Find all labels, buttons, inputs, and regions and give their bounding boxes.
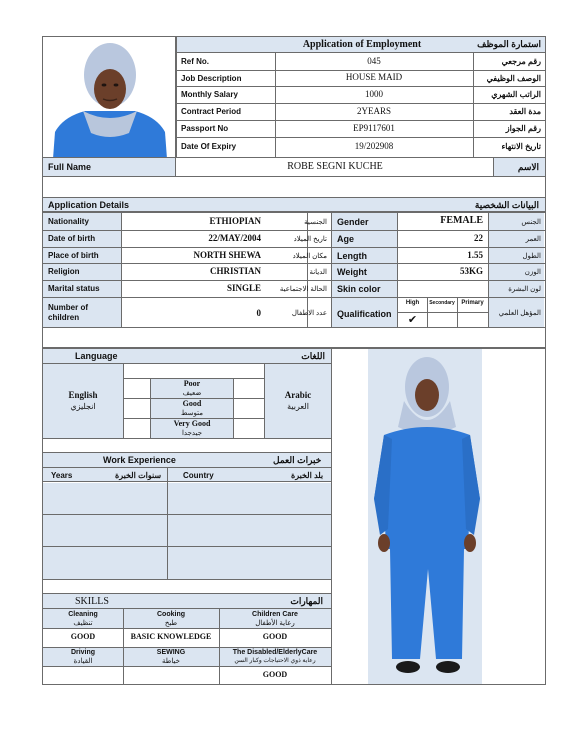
age-label: Age (337, 234, 355, 244)
marital-status-value: SINGLE (226, 283, 261, 293)
skill-elderly-care-label: The Disabled/ElderlyCare (232, 649, 318, 656)
full-body-image (332, 349, 545, 685)
children-label: Number of children (48, 303, 88, 322)
portrait-photo (42, 36, 176, 158)
personal-details-right (332, 212, 546, 328)
skill-children-care-label: Children Care (252, 611, 298, 618)
arabic-label-ar: العربية (287, 402, 309, 411)
skill-sewing-label: SEWING (156, 649, 186, 656)
full-name-label-ar: الاسم (517, 162, 539, 172)
qualification-high-checkbox[interactable]: ✔ (407, 314, 418, 326)
skin-color-label-ar: لون البشرة (508, 286, 541, 293)
monthly-salary-label: Monthly Salary (181, 90, 238, 99)
arabic-label: Arabic (284, 390, 312, 400)
qualification-grid (398, 297, 488, 327)
weight-label-ar: الوزن (524, 269, 541, 276)
passport-no-label-ar: رقم الجواز (505, 124, 541, 133)
level-poor-ar: ضعيف (182, 390, 202, 397)
full-body-photo (332, 348, 546, 685)
job-description-label: Job Description (181, 74, 242, 83)
qualification-label: Qualification (337, 309, 392, 319)
application-details-title: Application Details (48, 200, 130, 210)
level-very-good: Very Good (173, 419, 211, 428)
experience-title-ar: خبرات العمل (273, 455, 322, 465)
full-name-label: Full Name (48, 162, 92, 172)
experience-header (42, 452, 332, 468)
religion-label: Religion (48, 267, 80, 276)
passport-no-value: EP9117601 (353, 123, 395, 133)
qualification-label-ar: المؤهل العلمي (498, 310, 541, 317)
skill-cooking-label: Cooking (157, 611, 185, 618)
blank-row-4 (42, 580, 332, 593)
skills-table (42, 609, 332, 685)
length-label-ar: الطول (522, 253, 541, 260)
skill-cooking-value: BASIC KNOWLEDGE (130, 632, 212, 641)
skill-driving-label-ar: القيادة (73, 658, 93, 665)
marital-status-label-ar: الحالة الاجتماعية (279, 286, 327, 293)
weight-value: 53KG (459, 266, 483, 276)
years-label-ar: سنوات الخبرة (115, 471, 162, 480)
contract-period-value: 2YEARS (356, 106, 391, 116)
skills-title: SKILLS (75, 596, 109, 607)
contract-period-label: Contract Period (181, 107, 242, 116)
language-header (42, 348, 332, 364)
date-of-birth-value: 22/MAY/2004 (208, 233, 261, 243)
ref-no-value: 045 (367, 56, 381, 66)
application-details-title-ar: البيانات الشخصية (474, 200, 539, 210)
monthly-salary-label-ar: الراتب الشهري (491, 90, 541, 99)
experience-title: Work Experience (103, 455, 176, 465)
blank-row-3 (42, 439, 332, 452)
date-of-expiry-label: Date Of Expiry (181, 142, 237, 151)
ref-no-label: Ref No. (181, 57, 209, 66)
skill-cleaning-label: Cleaning (68, 611, 98, 618)
qualification-primary: Primary (461, 300, 484, 306)
language-title: Language (75, 351, 118, 361)
qualification-secondary-checkbox[interactable] (427, 313, 457, 327)
children-value: 0 (256, 308, 261, 318)
experience-table (42, 468, 332, 580)
skill-children-care-label-ar: رعاية الأطفال (255, 620, 295, 627)
marital-status-label: Marital status (48, 284, 100, 293)
children-label-ar: عدد الاطفال (291, 310, 327, 317)
portrait-image (43, 37, 176, 158)
skill-elderly-care-value: GOOD (262, 670, 288, 679)
application-details-header (42, 197, 546, 212)
level-good-ar: متوسط (181, 410, 203, 417)
country-label: Country (183, 471, 214, 480)
years-label: Years (51, 471, 73, 480)
application-title-ar: استمارة الموظف (477, 39, 541, 49)
date-of-expiry-label-ar: تاريخ الانتهاء (501, 142, 541, 151)
qualification-primary-checkbox[interactable] (457, 313, 488, 327)
personal-details-left (42, 212, 332, 328)
skill-children-care-value: GOOD (262, 632, 288, 641)
skill-cleaning-label-ar: تنظيف (73, 620, 93, 627)
job-description-label-ar: الوصف الوظيفي (486, 74, 541, 83)
skill-cleaning-value: GOOD (70, 632, 96, 641)
age-label-ar: العمر (525, 236, 541, 243)
skills-title-ar: المهارات (290, 596, 323, 606)
passport-no-label: Passport No (181, 124, 229, 133)
place-of-birth-label: Place of birth (48, 251, 99, 260)
place-of-birth-label-ar: مكان الميلاد (292, 253, 327, 260)
blank-row-2 (42, 328, 546, 348)
length-value: 1.55 (467, 250, 483, 260)
qualification-secondary: Secondary (429, 300, 455, 306)
header-rows (176, 53, 546, 158)
full-name-value: ROBE SEGNI KUCHE (287, 161, 383, 172)
job-description-value: HOUSE MAID (345, 72, 403, 82)
monthly-salary-value: 1000 (365, 89, 383, 99)
place-of-birth-value: NORTH SHEWA (193, 250, 261, 260)
gender-label-ar: الجنس (521, 219, 541, 226)
skin-color-label: Skin color (337, 284, 381, 294)
country-label-ar: بلد الخبرة (291, 471, 324, 480)
level-very-good-ar: جيدجدا (181, 430, 203, 437)
language-table (42, 364, 332, 439)
skills-header (42, 593, 332, 609)
qualification-high: High (405, 300, 420, 306)
skill-driving-label: Driving (70, 649, 96, 656)
ref-no-label-ar: رقم مرجعي (501, 57, 541, 66)
language-title-ar: اللغات (301, 351, 325, 361)
application-title-bar (176, 36, 546, 53)
contract-period-label-ar: مدة العقد (509, 107, 541, 116)
date-of-expiry-value: 19/202908 (354, 141, 394, 151)
blank-row (42, 177, 546, 197)
nationality-label-ar: الجنسية (304, 219, 327, 226)
religion-label-ar: الديانة (309, 269, 327, 276)
full-name-row (42, 157, 546, 177)
english-label-ar: انجليزي (70, 402, 96, 411)
level-poor: Poor (183, 379, 201, 388)
religion-value: CHRISTIAN (209, 266, 261, 276)
age-value: 22 (474, 233, 483, 243)
level-good: Good (182, 399, 202, 408)
gender-value: FEMALE (440, 215, 483, 226)
nationality-label: Nationality (48, 217, 89, 226)
skill-cooking-label-ar: طبخ (164, 620, 178, 627)
english-label: English (68, 390, 98, 400)
date-of-birth-label: Date of birth (48, 234, 96, 243)
date-of-birth-label-ar: تاريخ الميلاد (293, 236, 327, 243)
length-label: Length (337, 251, 367, 261)
skill-sewing-label-ar: خياطة (162, 658, 180, 665)
weight-label: Weight (337, 267, 367, 277)
nationality-value: ETHIOPIAN (209, 216, 261, 226)
application-title: Application of Employment (302, 39, 422, 50)
skill-elderly-care-label-ar: رعاية ذوي الاحتياجات وكبار السن (234, 658, 316, 664)
gender-label: Gender (337, 217, 369, 227)
